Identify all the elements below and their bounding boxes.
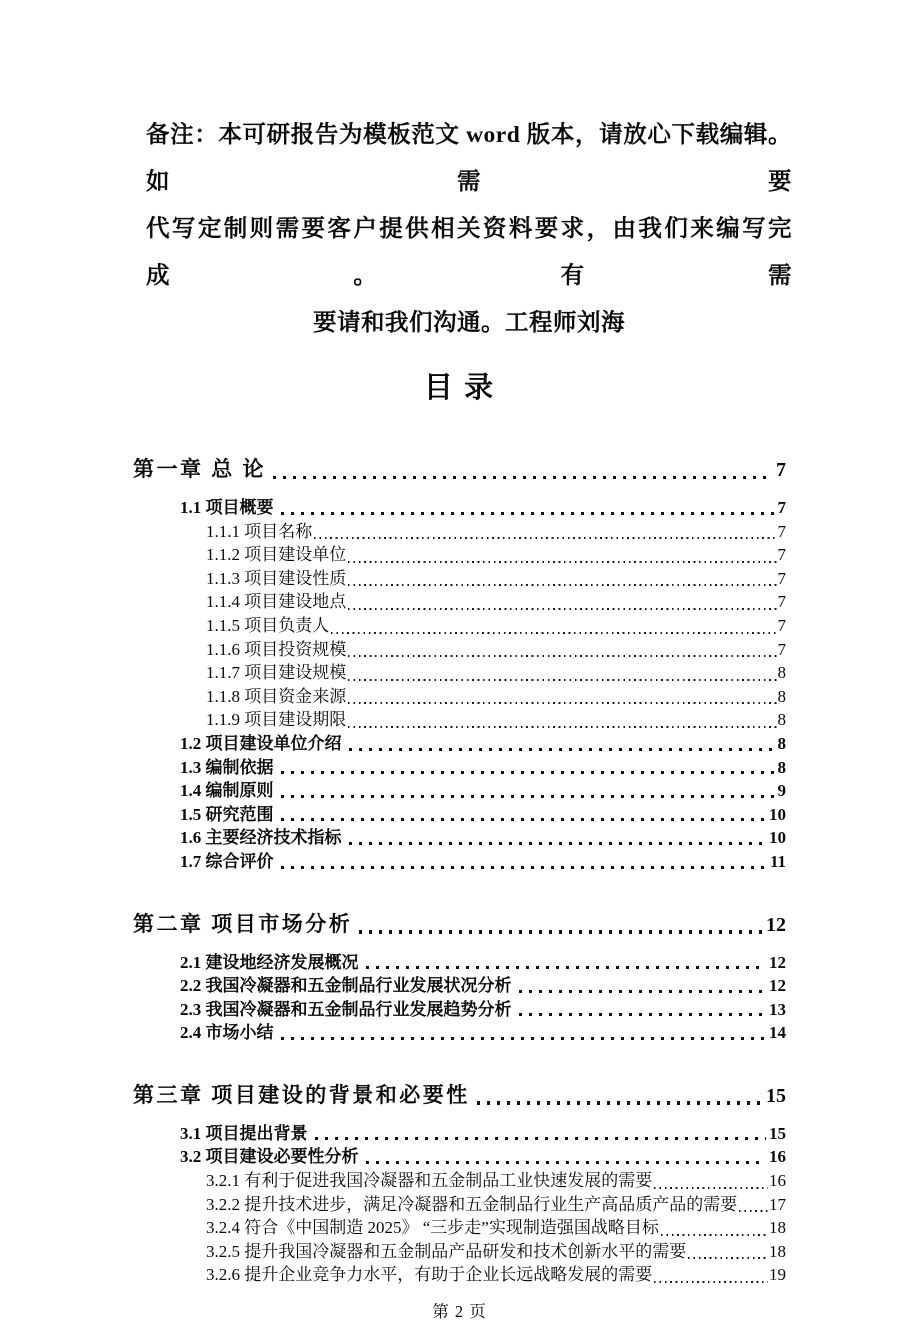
page-number: 15: [766, 1084, 786, 1107]
toc-entry[interactable]: [133, 1240, 786, 1264]
dot-leader: [314, 537, 776, 539]
toc-entry[interactable]: [133, 974, 786, 998]
page-number: 7: [776, 459, 786, 481]
note-paragraph: [146, 112, 792, 347]
page-number: 18: [769, 1241, 786, 1261]
toc-entry-label: 1.1.8 项目资金来源: [206, 686, 347, 706]
page-footer: 第 2 页: [432, 1302, 487, 1322]
toc-entry[interactable]: [133, 826, 786, 850]
toc-entry[interactable]: [133, 520, 786, 544]
toc-entry-label: 1.1.4 项目建设地点: [206, 592, 347, 612]
page-number: 10: [769, 828, 786, 848]
toc-chapter-label: 第三章 项目建设的背景和必要性: [133, 1082, 470, 1107]
dot-leader: [349, 842, 767, 845]
toc-title: 目 录: [423, 372, 496, 404]
page-number: 14: [769, 1023, 786, 1043]
page-number: 8: [777, 686, 786, 706]
page-number: 7: [777, 639, 786, 659]
page-number: 7: [777, 568, 786, 588]
dot-leader: [519, 1013, 767, 1016]
dot-leader: [281, 795, 775, 798]
page-number: 15: [769, 1123, 786, 1143]
toc-entry-label: 1.1.3 项目建设性质: [206, 568, 347, 588]
toc-entry-label: 3.2.5 提升我国冷凝器和五金制品产品研发和技术创新水平的需要: [206, 1241, 687, 1261]
toc-entry[interactable]: [133, 850, 786, 874]
toc-entry[interactable]: [133, 708, 786, 732]
page-number: 8: [777, 757, 786, 777]
dot-leader: [273, 476, 773, 479]
page-number: 7: [777, 615, 786, 635]
dot-leader: [477, 1101, 763, 1104]
toc-entry[interactable]: [133, 590, 786, 614]
toc-entry[interactable]: [133, 567, 786, 591]
dot-leader: [359, 930, 763, 933]
page-number: 8: [777, 733, 786, 753]
toc-entry[interactable]: [133, 661, 786, 685]
page-number: 17: [769, 1194, 786, 1214]
toc-entry[interactable]: [133, 732, 786, 756]
dot-leader: [281, 818, 767, 821]
toc-entry-label: 1.2 项目建设单位介绍: [180, 733, 342, 753]
dot-leader: [366, 1161, 767, 1164]
page-number: 18: [769, 1218, 786, 1238]
toc-entry[interactable]: [133, 1216, 786, 1240]
toc-chapter[interactable]: [133, 454, 786, 485]
page-number: 16: [769, 1147, 786, 1167]
dot-leader: [654, 1187, 768, 1189]
toc-entry-label: 3.2.6 提升企业竞争力水平，有助于企业长远战略发展的需要: [206, 1265, 653, 1285]
dot-leader: [688, 1257, 768, 1259]
dot-leader: [519, 990, 767, 993]
page-number: 19: [769, 1265, 786, 1285]
toc-entry-label: 3.1 项目提出背景: [180, 1123, 308, 1143]
toc-entry[interactable]: [133, 1263, 786, 1287]
toc-entry-label: 1.6 主要经济技术指标: [180, 828, 342, 848]
page-number: 12: [769, 952, 786, 972]
dot-leader: [661, 1234, 768, 1236]
toc-entry-label: 1.1.5 项目负责人: [206, 615, 330, 635]
toc-entry[interactable]: [133, 803, 786, 827]
note-line: 代写定制则需要客户提供相关资料要求，由我们来编写完成。有需: [146, 216, 792, 289]
toc-entry[interactable]: [133, 638, 786, 662]
toc-entry-label: 3.2.1 有利于促进我国冷凝器和五金制品工业快速发展的需要: [206, 1171, 653, 1191]
dot-leader: [348, 726, 776, 728]
page-number: 16: [769, 1171, 786, 1191]
toc-entry-label: 2.2 我国冷凝器和五金制品行业发展状况分析: [180, 976, 512, 996]
page-number: 12: [769, 976, 786, 996]
dot-leader: [281, 1037, 767, 1040]
toc-entry[interactable]: [133, 496, 786, 520]
dot-leader: [654, 1281, 768, 1283]
dot-leader: [349, 748, 775, 751]
page-number: 7: [777, 592, 786, 612]
dot-leader: [348, 584, 776, 586]
page-number: 11: [769, 851, 786, 871]
dot-leader: [315, 1137, 767, 1140]
page-number: 7: [777, 498, 786, 517]
toc-entry[interactable]: [133, 1169, 786, 1193]
page-number: 13: [769, 999, 786, 1019]
toc-entry-label: 2.1 建设地经济发展概况: [180, 952, 359, 972]
toc-chapter-label: 第一章 总 论: [133, 457, 266, 481]
toc-entry[interactable]: [133, 614, 786, 638]
toc-chapter[interactable]: [133, 1080, 786, 1111]
page-number: 8: [777, 710, 786, 730]
dot-leader: [348, 679, 776, 681]
toc-entry[interactable]: [133, 998, 786, 1022]
toc: [133, 408, 786, 1287]
toc-chapter-label: 第二章 项目市场分析: [133, 911, 353, 936]
toc-entry[interactable]: [133, 685, 786, 709]
note-line: 备注：本可研报告为模板范文 word 版本，请放心下载编辑。如需要: [146, 122, 792, 195]
toc-chapter[interactable]: [133, 909, 786, 940]
dot-leader: [348, 702, 776, 704]
page-number: 7: [777, 521, 786, 541]
toc-entry-label: 3.2 项目建设必要性分析: [180, 1147, 359, 1167]
toc-entry[interactable]: [133, 1122, 786, 1146]
dot-leader: [348, 655, 776, 657]
toc-entry-label: 1.1.1 项目名称: [206, 521, 313, 541]
page-number: 10: [769, 804, 786, 824]
dot-leader: [281, 771, 775, 774]
page-number: 12: [766, 913, 786, 936]
dot-leader: [281, 866, 767, 869]
toc-entry-label: 1.1.2 项目建设单位: [206, 545, 347, 565]
page-number: 7: [777, 545, 786, 565]
toc-entry-label: 3.2.2 提升技术进步，满足冷凝器和五金制品行业生产高品质产品的需要: [206, 1194, 738, 1214]
dot-leader: [281, 512, 775, 515]
toc-entry[interactable]: [133, 1145, 786, 1169]
dot-leader: [348, 561, 776, 563]
toc-entry-label: 1.1 项目概要: [180, 498, 274, 517]
toc-entry-label: 2.3 我国冷凝器和五金制品行业发展趋势分析: [180, 999, 512, 1019]
dot-leader: [331, 632, 776, 634]
toc-entry-label: 1.1.6 项目投资规模: [206, 639, 347, 659]
toc-entry-label: 3.2.4 符合《中国制造 2025》 “三步走”实现制造强国战略目标: [206, 1218, 659, 1238]
toc-entry[interactable]: [133, 756, 786, 780]
toc-entry-label: 1.4 编制原则: [180, 781, 274, 801]
toc-entry[interactable]: [133, 779, 786, 803]
toc-entry-label: 1.1.9 项目建设期限: [206, 710, 347, 730]
dot-leader: [739, 1210, 768, 1212]
toc-entry[interactable]: [133, 1021, 786, 1045]
dot-leader: [366, 966, 767, 969]
toc-entry-label: 2.4 市场小结: [180, 1023, 274, 1043]
toc-entry[interactable]: [133, 543, 786, 567]
toc-entry-label: 1.1.7 项目建设规模: [206, 663, 347, 683]
page-number: 8: [777, 663, 786, 683]
toc-entry[interactable]: [133, 1193, 786, 1217]
toc-entry-label: 1.3 编制依据: [180, 757, 274, 777]
page-number: 9: [777, 781, 786, 801]
dot-leader: [348, 608, 776, 610]
toc-entry[interactable]: [133, 951, 786, 975]
note-line: 要请和我们沟通。工程师刘海: [313, 310, 625, 336]
toc-entry-label: 1.7 综合评价: [180, 851, 274, 871]
toc-entry-label: 1.5 研究范围: [180, 804, 274, 824]
